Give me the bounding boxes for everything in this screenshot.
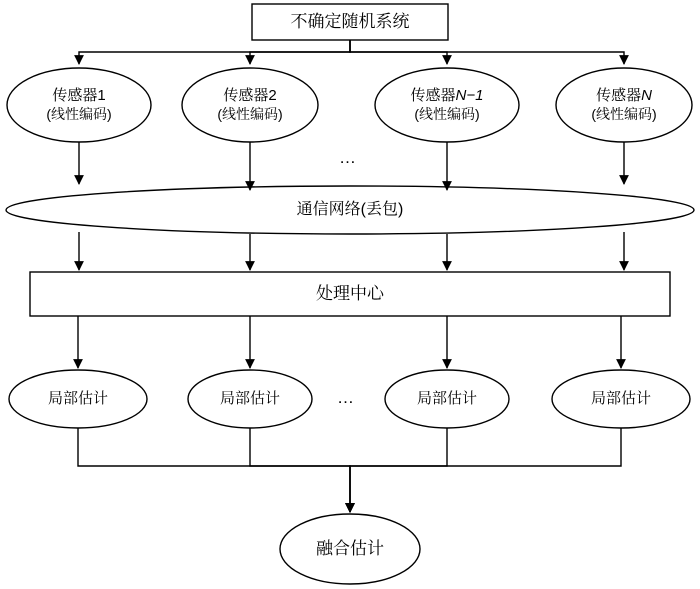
sensor-node-4: 传感器N (线性编码) <box>591 87 657 122</box>
shape-sensor-1 <box>7 68 151 142</box>
shape-center-box <box>30 272 670 316</box>
edge-local-2-to-fusion <box>250 428 350 512</box>
sensor-row-ellipsis: … <box>339 148 358 167</box>
local-estimate-node-1: 局部估计 <box>47 389 108 407</box>
shape-sensor-2 <box>182 68 318 142</box>
sensor-node-3: 传感器N−1 (线性编码) <box>410 87 484 122</box>
edge-local-3-to-fusion <box>350 428 447 512</box>
center-node-label: 处理中心 <box>316 283 384 303</box>
shape-local-3 <box>385 370 509 428</box>
edge-local-4-to-fusion <box>350 428 621 512</box>
edge-local-1-to-fusion <box>78 428 350 512</box>
local-estimate-node-2: 局部估计 <box>219 389 280 407</box>
edge-system-to-sensor-2 <box>250 40 350 64</box>
shape-sensor-4 <box>556 68 692 142</box>
shape-system-box <box>252 4 448 40</box>
shape-sensor-3 <box>375 68 519 142</box>
network-node-label: 通信网络(丢包) <box>296 201 404 219</box>
system-node-label: 不确定随机系统 <box>290 11 410 31</box>
local-estimate-node-4: 局部估计 <box>590 389 651 407</box>
shape-local-4 <box>552 370 690 428</box>
fusion-node-label: 融合估计 <box>316 538 384 558</box>
shape-local-1 <box>9 370 147 428</box>
shape-fusion <box>280 514 420 584</box>
local-estimate-node-3: 局部估计 <box>416 389 477 407</box>
shape-network <box>6 186 694 234</box>
sensor-node-2: 传感器2 (线性编码) <box>217 87 283 122</box>
local-row-ellipsis: … <box>337 388 356 407</box>
sensor-node-1: 传感器1 (线性编码) <box>46 87 112 122</box>
shape-local-2 <box>188 370 312 428</box>
edge-system-to-sensor-4 <box>350 40 624 64</box>
